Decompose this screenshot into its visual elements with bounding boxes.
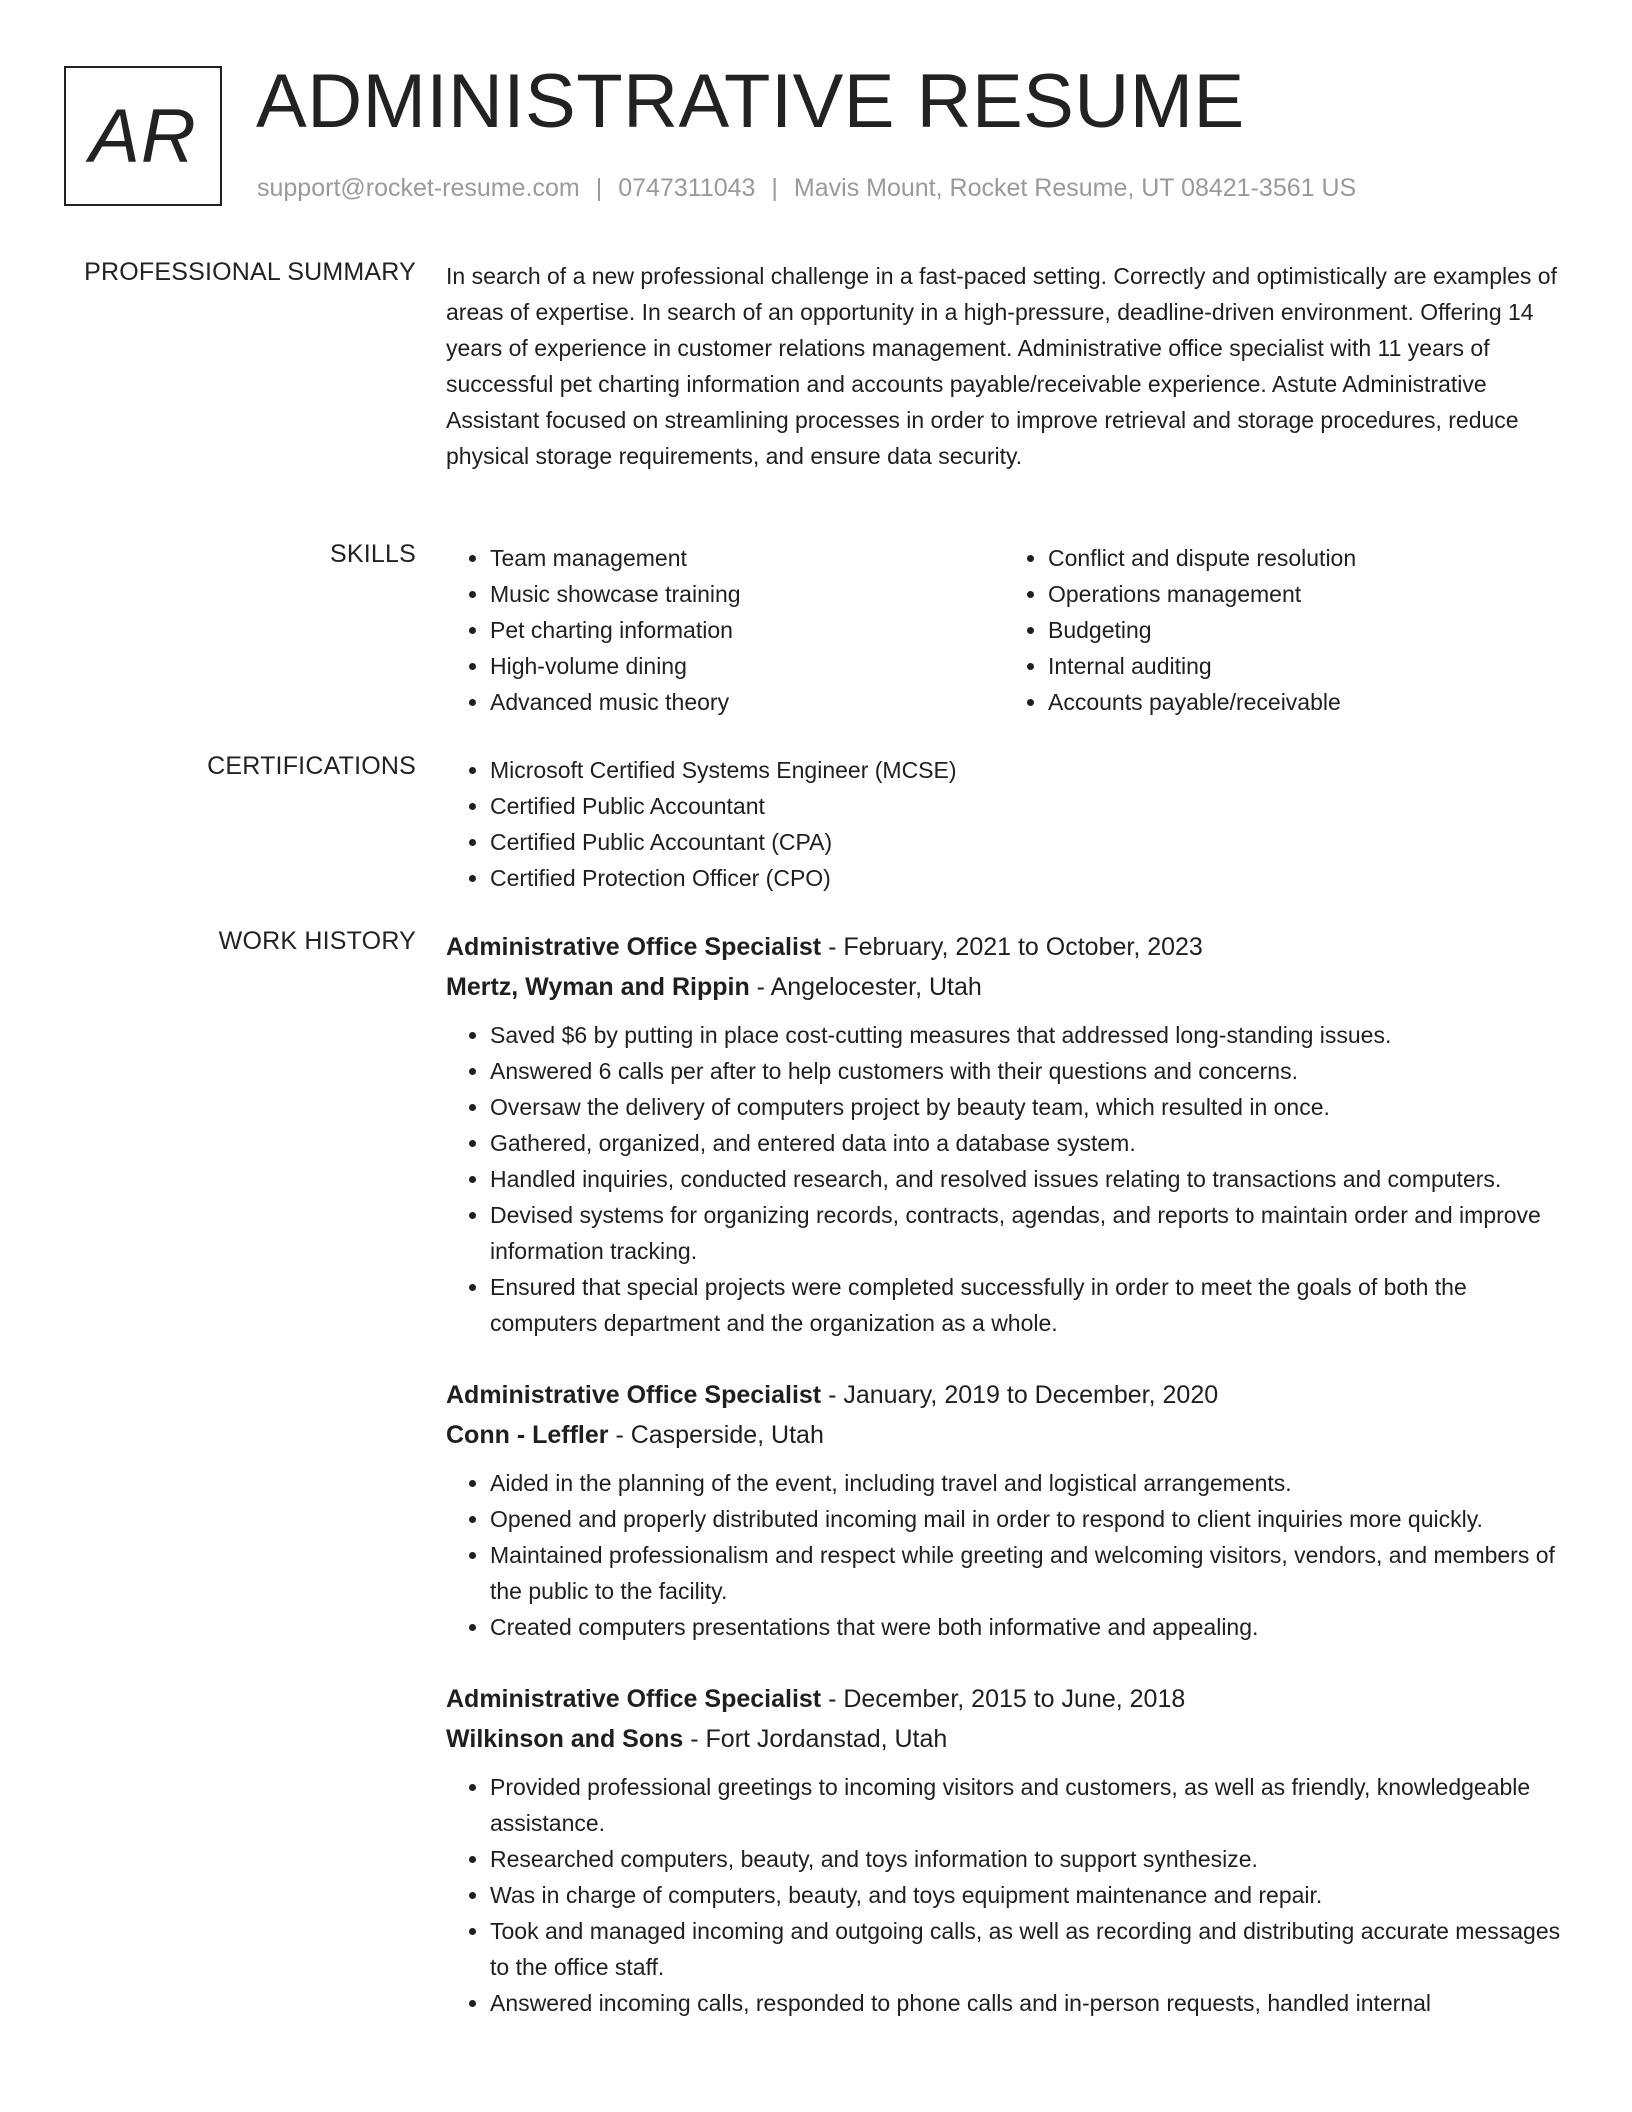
job-title-line xyxy=(446,927,1562,967)
certifications-heading: CERTIFICATIONS xyxy=(207,752,416,780)
certification-item: • Microsoft Certified Systems Engineer (MCSE) xyxy=(490,752,1562,788)
skill-item: • Conflict and dispute resolution xyxy=(1048,540,1562,576)
contact-line xyxy=(257,174,1356,203)
skill-item: • Budgeting xyxy=(1048,612,1562,648)
job-bullets xyxy=(446,1465,1562,1645)
job-dates: - December, 2015 to June, 2018 xyxy=(821,1685,1186,1713)
job-dates: - January, 2019 to December, 2020 xyxy=(821,1381,1219,1409)
job-bullets xyxy=(446,1769,1562,2021)
skill-item: • Operations management xyxy=(1048,576,1562,612)
job-title: Administrative Office Specialist xyxy=(446,933,822,961)
job-bullet: • Maintained professionalism and respect while greeting and welcoming visitors, vendors, and members of the public to the facility. xyxy=(490,1537,1562,1609)
job-company: Wilkinson and Sons xyxy=(446,1725,684,1753)
skills-list xyxy=(446,540,1562,720)
certification-item: • Certified Public Accountant xyxy=(490,788,1562,824)
job-title-line xyxy=(446,1679,1562,1719)
skill-item: • Pet charting information xyxy=(490,612,1004,648)
job-location: - Fort Jordanstad, Utah xyxy=(683,1725,948,1753)
job-bullet: • Created computers presentations that were both informative and appealing. xyxy=(490,1609,1562,1645)
contact-separator: | xyxy=(595,174,603,202)
job-bullet: • Aided in the planning of the event, including travel and logistical arrangements. xyxy=(490,1465,1562,1501)
job-bullets xyxy=(446,1017,1562,1341)
job-bullet: • Answered incoming calls, responded to phone calls and in-person requests, handled internal xyxy=(490,1985,1562,2021)
summary-heading: PROFESSIONAL SUMMARY xyxy=(84,258,416,286)
contact-email[interactable]: support@rocket-resume.com xyxy=(257,174,580,202)
job-entry xyxy=(446,1679,1562,2021)
job-entry xyxy=(446,1375,1562,1645)
resume-header xyxy=(64,59,1564,216)
job-bullet: • Gathered, organized, and entered data into a database system. xyxy=(490,1125,1562,1161)
summary-text: In search of a new professional challenge in a fast-paced setting. Correctly and optimistically are examples of areas of expertise. In search of an opportunity in a high-pressure, deadline-driven environment. Offering 14 years of experience in customer relations management. Administrative office specialist with 11 years of successful pet charting information and accounts payable/receivable experience. Astute Administrative Assistant focused on streamlining processes in order to improve retrieval and storage procedures, reduce physical storage requirements, and ensure data security. xyxy=(446,263,1557,469)
skill-item: • Music showcase training xyxy=(490,576,1004,612)
job-bullet: • Oversaw the delivery of computers project by beauty team, which resulted in once. xyxy=(490,1089,1562,1125)
job-bullet: • Devised systems for organizing records, contracts, agendas, and reports to maintain order and improve information tracking. xyxy=(490,1197,1562,1269)
certification-item: • Certified Protection Officer (CPO) xyxy=(490,860,1562,896)
work-history-heading: WORK HISTORY xyxy=(218,927,416,955)
job-title-line xyxy=(446,1375,1562,1415)
job-entry xyxy=(446,927,1562,1341)
resume-title: ADMINISTRATIVE RESUME xyxy=(256,59,1245,144)
job-bullet: • Answered 6 calls per after to help customers with their questions and concerns. xyxy=(490,1053,1562,1089)
certifications-list xyxy=(446,752,1562,896)
work-history-list xyxy=(446,927,1562,2055)
job-bullet: • Saved $6 by putting in place cost-cutting measures that addressed long-standing issues. xyxy=(490,1017,1562,1053)
job-bullet: • Was in charge of computers, beauty, and toys equipment maintenance and repair. xyxy=(490,1877,1562,1913)
job-company-line xyxy=(446,1415,1562,1455)
monogram-badge: AR xyxy=(64,66,222,206)
job-bullet: • Opened and properly distributed incoming mail in order to respond to client inquiries more quickly. xyxy=(490,1501,1562,1537)
skill-item: • High-volume dining xyxy=(490,648,1004,684)
job-bullet: • Took and managed incoming and outgoing calls, as well as recording and distributing accurate messages to the office staff. xyxy=(490,1913,1562,1985)
job-location: - Angelocester, Utah xyxy=(749,973,982,1001)
job-bullet: • Ensured that special projects were completed successfully in order to meet the goals of both the computers department and the organization as a whole. xyxy=(490,1269,1562,1341)
job-company-line xyxy=(446,1719,1562,1759)
skill-item: • Advanced music theory xyxy=(490,684,1004,720)
job-title: Administrative Office Specialist xyxy=(446,1381,822,1409)
skills-column-left xyxy=(446,540,1004,720)
certification-item: • Certified Public Accountant (CPA) xyxy=(490,824,1562,860)
skills-column-right xyxy=(1004,540,1562,720)
contact-phone[interactable]: 0747311043 xyxy=(618,174,756,202)
skill-item: • Accounts payable/receivable xyxy=(1048,684,1562,720)
contact-separator: | xyxy=(771,174,778,202)
job-bullet: • Researched computers, beauty, and toys information to support synthesize. xyxy=(490,1841,1562,1877)
skills-heading: SKILLS xyxy=(330,540,416,568)
job-title: Administrative Office Specialist xyxy=(446,1685,822,1713)
job-company-line xyxy=(446,967,1562,1007)
job-bullet: • Handled inquiries, conducted research, and resolved issues relating to transactions and computers. xyxy=(490,1161,1562,1197)
job-dates: - February, 2021 to October, 2023 xyxy=(821,933,1203,961)
skill-item: • Team management xyxy=(490,540,1004,576)
skill-item: • Internal auditing xyxy=(1048,648,1562,684)
job-bullet: • Provided professional greetings to incoming visitors and customers, as well as friendly, knowledgeable assistance. xyxy=(490,1769,1562,1841)
job-company: Mertz, Wyman and Rippin xyxy=(446,973,750,1001)
contact-address: Mavis Mount, Rocket Resume, UT 08421-3561 US xyxy=(793,174,1357,202)
job-company: Conn - Leffler xyxy=(446,1421,609,1449)
job-location: - Casperside, Utah xyxy=(608,1421,824,1449)
